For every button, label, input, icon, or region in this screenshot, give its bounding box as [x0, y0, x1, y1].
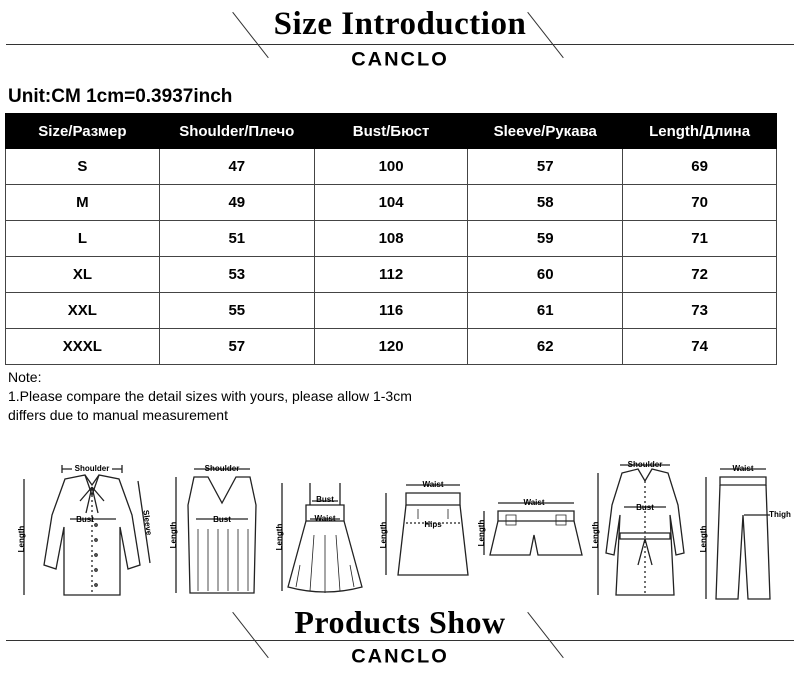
size-table [5, 113, 777, 365]
banner-rule [6, 44, 794, 45]
table-header-row [6, 114, 777, 149]
table-row [6, 149, 777, 185]
cell-bust: 104 [314, 185, 468, 221]
label-length: Length [275, 523, 284, 551]
label-thigh: Thigh [769, 510, 791, 519]
column-header-size: Size/Размер [6, 114, 160, 149]
skirt-diagram [372, 455, 472, 605]
cell-bust: 116 [314, 293, 468, 329]
label-waist: Waist [422, 480, 444, 489]
blouse-diagram [10, 455, 160, 605]
column-header-sleeve: Sleeve/Рукава [468, 114, 623, 149]
label-hips: Hips [424, 520, 442, 529]
measurement-diagrams [0, 455, 800, 610]
products-show-title: Products Show [294, 604, 506, 640]
label-bust: Bust [636, 503, 654, 512]
column-header-bust: Bust/Бюст [314, 114, 468, 149]
cell-length: 74 [623, 329, 777, 365]
label-waist: Waist [314, 514, 336, 523]
cell-shoulder: 51 [159, 221, 314, 257]
products-show-banner [0, 600, 800, 674]
cell-length: 71 [623, 221, 777, 257]
sleeveless-top-diagram [162, 455, 262, 605]
label-length: Length [17, 525, 26, 553]
cell-shoulder: 55 [159, 293, 314, 329]
cell-sleeve: 57 [468, 149, 623, 185]
shorts-diagram [476, 455, 586, 605]
cell-size: L [6, 221, 160, 257]
dress-diagram [270, 455, 370, 605]
cell-bust: 112 [314, 257, 468, 293]
label-shoulder: Shoulder [204, 464, 240, 473]
cell-shoulder: 49 [159, 185, 314, 221]
unit-text: Unit:CM 1cm=0.3937inch [8, 86, 233, 107]
cell-length: 70 [623, 185, 777, 221]
table-row [6, 293, 777, 329]
label-length: Length [591, 521, 600, 549]
cell-size: XXL [6, 293, 160, 329]
cell-sleeve: 58 [468, 185, 623, 221]
brand-logo: CANCLO [351, 646, 449, 668]
cell-sleeve: 61 [468, 293, 623, 329]
size-intro-banner [0, 0, 800, 74]
column-header-length: Length/Длина [623, 114, 777, 149]
label-length: Length [477, 519, 486, 547]
cell-size: S [6, 149, 160, 185]
cell-bust: 100 [314, 149, 468, 185]
column-header-shoulder: Shoulder/Плечо [159, 114, 314, 149]
label-waist: Waist [523, 498, 545, 507]
label-length: Length [169, 521, 178, 549]
note-block [8, 368, 412, 425]
label-waist: Waist [732, 464, 754, 473]
table-row [6, 329, 777, 365]
trousers-diagram [694, 455, 794, 605]
note-line-2: differs due to manual measurement [8, 407, 228, 423]
cell-size: XL [6, 257, 160, 293]
cell-length: 69 [623, 149, 777, 185]
note-line-1: 1.Please compare the detail sizes with yours, please allow 1-3cm [8, 388, 412, 404]
cell-length: 73 [623, 293, 777, 329]
label-bust: Bust [76, 515, 94, 524]
cell-sleeve: 60 [468, 257, 623, 293]
label-bust: Bust [316, 495, 334, 504]
label-length: Length [699, 525, 708, 553]
cell-length: 72 [623, 257, 777, 293]
cell-sleeve: 62 [468, 329, 623, 365]
label-shoulder: Shoulder [627, 460, 663, 469]
cell-shoulder: 57 [159, 329, 314, 365]
cell-shoulder: 47 [159, 149, 314, 185]
cell-size: M [6, 185, 160, 221]
label-bust: Bust [213, 515, 231, 524]
table-row [6, 257, 777, 293]
shirt-dress-diagram [590, 455, 690, 605]
note-label: Note: [8, 369, 42, 385]
cell-bust: 120 [314, 329, 468, 365]
table-row [6, 221, 777, 257]
label-sleeve: Sleeve [141, 509, 154, 536]
cell-bust: 108 [314, 221, 468, 257]
cell-shoulder: 53 [159, 257, 314, 293]
label-length: Length [379, 521, 388, 549]
cell-size: XXXL [6, 329, 160, 365]
label-shoulder: Shoulder [74, 464, 110, 473]
size-intro-title: Size Introduction [273, 6, 527, 42]
cell-sleeve: 59 [468, 221, 623, 257]
brand-logo: CANCLO [351, 49, 449, 71]
table-row [6, 185, 777, 221]
